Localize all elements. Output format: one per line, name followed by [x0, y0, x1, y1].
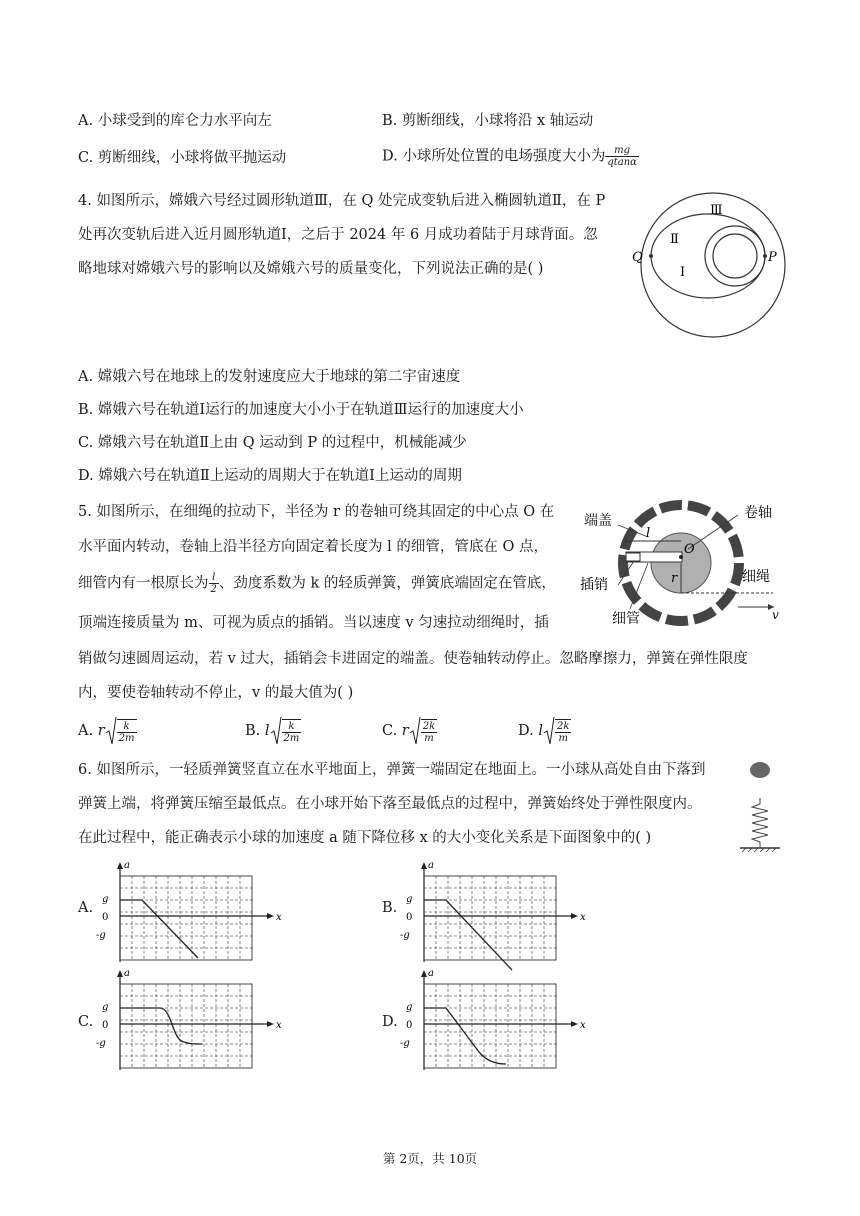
graph-label: C. [78, 1014, 94, 1030]
q5-spool-figure [578, 497, 784, 631]
axis-label-zero: 0 [102, 912, 109, 923]
sqrt-expression: $\frac{k}{2m}$ [270, 716, 302, 746]
axis-label-a: a [428, 860, 434, 871]
axis-label-x: x [580, 912, 586, 923]
graph-label: B. [382, 900, 398, 916]
q5-stem-line5: 销做匀速圆周运动，若 v 过大，插销会卡进固定的端盖。使卷轴转动停止。忽略摩擦力，弹簧在弹性限度 [78, 651, 748, 667]
q3-option-d-fraction: $\frac{mg}{qtan\alpha}$ [607, 145, 637, 168]
axis-label-neg: -g [400, 1038, 410, 1049]
q4-stem-line1: 4. 如图所示，嫦娥六号经过圆形轨道Ⅲ，在 Q 处完成变轨后进入椭圆轨道Ⅱ，在 P [78, 193, 606, 209]
acceleration-graph [400, 966, 590, 1078]
q6-stem-line3: 在此过程中，能正确表示小球的加速度 a 随下降位移 x 的大小变化关系是下面图象中的( ) [78, 830, 652, 846]
graph-label: D. [382, 1014, 398, 1030]
svg-text:O: O [684, 542, 695, 557]
ball [750, 762, 770, 778]
point-p [763, 254, 767, 258]
axis-label-neg: -g [96, 930, 106, 941]
q3-option-b: B. 剪断细线，小球将沿 x 轴运动 [382, 113, 594, 129]
q5-option-c: C. r $\frac{2k}{m}$ [382, 716, 437, 746]
q6-stem-line2: 弹簧上端，将弹簧压缩至最低点。在小球开始下落至最低点的过程中，弹簧始终处于弹性限度内。 [78, 796, 702, 812]
axis-label-a: a [124, 968, 130, 979]
q5-option-d: D. l $\frac{2k}{m}$ [518, 716, 571, 746]
axis-label-x: x [580, 1020, 586, 1031]
q5-stem-line4: 顶端连接质量为 m、可视为质点的插销。当以速度 v 匀速拉动细绳时，插 [78, 615, 549, 631]
q6-spring-figure [738, 760, 782, 856]
graph-label: A. [78, 900, 94, 916]
q4-option-a: A. 嫦娥六号在地球上的发射速度应大于地球的第二宇宙速度 [78, 369, 461, 385]
page-footer: 第 2页，共 10页 [382, 1151, 478, 1166]
q5-stem-line3: 细管内有一根原长为 $\frac{l}{2}$ 、劲度系数为 k 的轻质弹簧，弹簧底端固定在管底， [78, 572, 556, 595]
label-xisheng: 细绳 [742, 569, 770, 585]
axis-label-zero: 0 [102, 1020, 109, 1031]
axis-label-a: a [124, 860, 130, 871]
label-ii: Ⅱ [670, 232, 679, 247]
axis-label-x: x [276, 1020, 282, 1031]
axis-label-zero: 0 [406, 912, 413, 923]
q5-option-b: B. l $\frac{k}{2m}$ [245, 716, 301, 746]
sqrt-expression: $\frac{k}{2m}$ [105, 716, 137, 746]
moon-circle [713, 234, 757, 278]
svg-text:l: l [646, 526, 651, 541]
axis-label-g: g [102, 894, 109, 905]
axis-label-g: g [102, 1002, 109, 1013]
q5-stem-line2: 水平面内转动，卷轴上沿半径方向固定着长度为 l 的细管，管底在 O 点， [78, 539, 548, 555]
q5-stem-line1: 5. 如图所示，在细绳的拉动下，半径为 r 的卷轴可绕其固定的中心点 O 在 [78, 504, 555, 520]
q3-option-a: A. 小球受到的库仑力水平向左 [78, 113, 272, 129]
svg-text:v: v [772, 608, 779, 622]
label-iii: Ⅲ [710, 203, 723, 218]
acceleration-graph [400, 858, 590, 970]
label-duangai: 端盖 [584, 513, 612, 529]
q4-option-d: D. 嫦娥六号在轨道Ⅱ上运动的周期大于在轨道Ⅰ上运动的周期 [78, 468, 462, 484]
q3-option-d-text: D. 小球所处位置的电场强度大小为 [382, 148, 606, 165]
q4-stem-line2: 处再次变轨后进入近月圆形轨道Ⅰ，之后于 2024 年 6 月成功着陆于月球背面。忽 [78, 227, 598, 243]
q4-option-c: C. 嫦娥六号在轨道Ⅱ上由 Q 运动到 P 的过程中，机械能减少 [78, 435, 467, 451]
acceleration-graph [96, 966, 286, 1078]
label-p: P [768, 250, 777, 265]
label-chaxiao: 插销 [580, 577, 608, 593]
spring [752, 798, 768, 848]
axis-label-x: x [276, 912, 282, 923]
label-juanzhou: 卷轴 [744, 505, 772, 521]
q6-stem-line1: 6. 如图所示，一轻质弹簧竖直立在水平地面上，弹簧一端固定在地面上。一小球从高处自由下落到 [78, 762, 706, 778]
orbit-i [705, 226, 765, 286]
sqrt-expression: $\frac{2k}{m}$ [409, 716, 437, 746]
q4-orbit-figure [632, 188, 786, 342]
label-i: Ⅰ [680, 265, 686, 280]
axis-label-g: g [406, 1002, 413, 1013]
label-xiguan: 细管 [612, 611, 640, 627]
axis-label-neg: -g [400, 930, 410, 941]
q5-option-a: A. r $\frac{k}{2m}$ [78, 716, 137, 746]
sqrt-expression: $\frac{2k}{m}$ [543, 716, 571, 746]
acceleration-graph [96, 858, 286, 970]
point-q [649, 254, 653, 258]
q3-option-c: C. 剪断细线，小球将做平抛运动 [78, 150, 287, 166]
q5-stem-line6: 内，要使卷轴转动不停止，v 的最大值为( ) [78, 685, 354, 701]
axis-label-neg: -g [96, 1038, 106, 1049]
label-q: Q [632, 250, 643, 265]
axis-label-g: g [406, 894, 413, 905]
orbit-ii [651, 214, 765, 298]
pin [626, 553, 640, 561]
axis-label-a: a [428, 968, 434, 979]
q3-option-d [382, 145, 639, 168]
q4-stem-line3: 略地球对嫦娥六号的影响以及嫦娥六号的质量变化，下列说法正确的是( ) [78, 261, 544, 277]
q4-option-b: B. 嫦娥六号在轨道Ⅰ运行的加速度大小小于在轨道Ⅲ运行的加速度大小 [78, 402, 524, 418]
svg-text:r: r [671, 571, 678, 586]
axis-label-zero: 0 [406, 1020, 413, 1031]
